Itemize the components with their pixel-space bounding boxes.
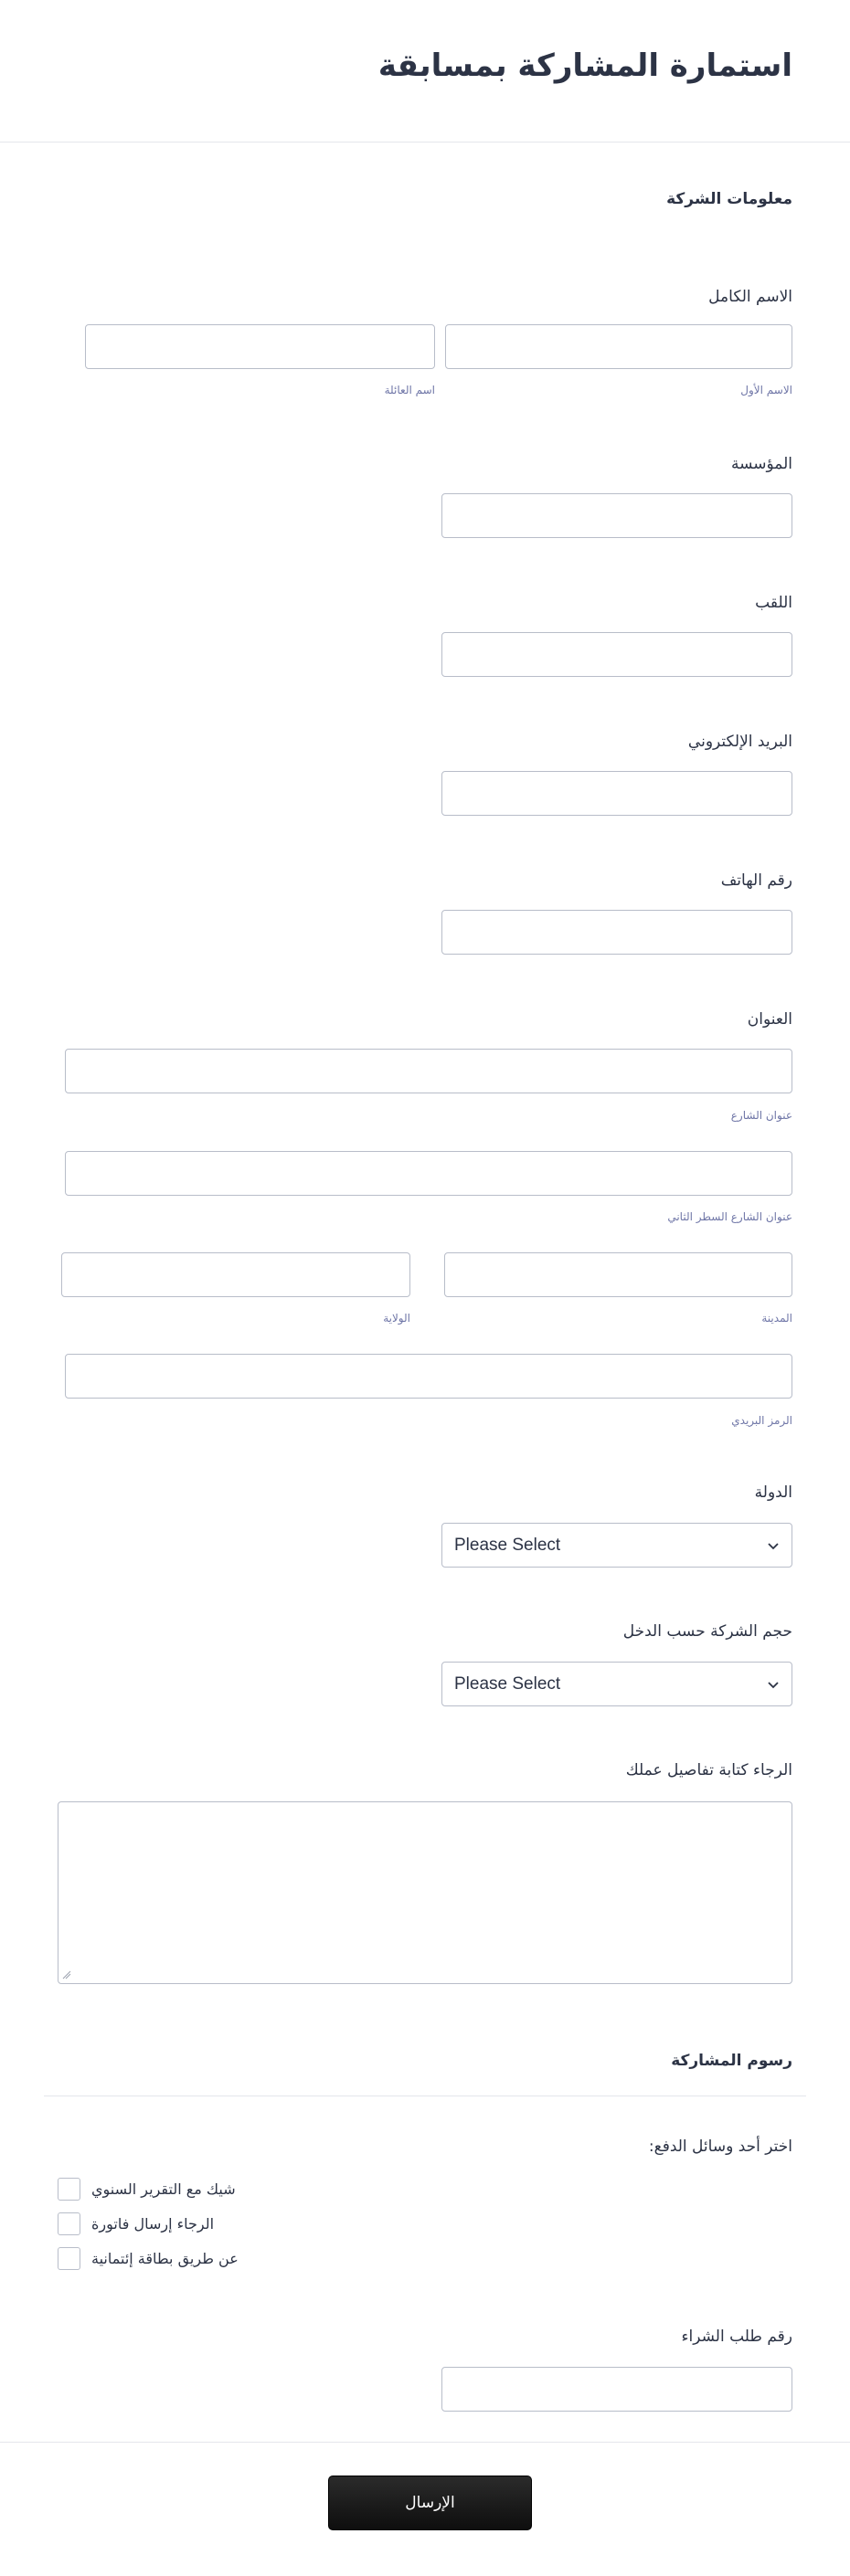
full-name-label: الاسم الكامل	[708, 288, 792, 306]
checkbox[interactable]	[58, 2178, 80, 2201]
city-input[interactable]	[444, 1252, 792, 1297]
payment-method-label: اختر أحد وسائل الدفع:	[648, 2138, 792, 2156]
city-sublabel: المدينة	[761, 1312, 792, 1325]
email-input[interactable]	[441, 771, 792, 816]
payment-option-check[interactable]	[58, 2176, 236, 2201]
zip-code-input[interactable]	[65, 1354, 792, 1399]
payment-option-credit-card[interactable]	[58, 2245, 239, 2271]
chevron-down-icon	[768, 1540, 779, 1551]
phone-input[interactable]	[441, 910, 792, 955]
resize-handle-icon[interactable]	[62, 1970, 71, 1980]
address-label: العنوان	[747, 1010, 792, 1029]
organization-label: المؤسسة	[730, 455, 792, 473]
country-label: الدولة	[754, 1483, 792, 1502]
section-title-fees: رسوم المشاركة	[671, 2052, 792, 2070]
checkbox-label: الرجاء إرسال فاتورة	[91, 2214, 215, 2233]
po-number-input[interactable]	[441, 2367, 792, 2412]
job-title-label: اللقب	[755, 594, 792, 612]
company-size-select-value: Please Select	[454, 1674, 561, 1694]
form-header	[0, 0, 850, 143]
state-sublabel: الولاية	[383, 1312, 410, 1325]
street-address-sublabel: عنوان الشارع	[730, 1109, 792, 1122]
street-address-line2-sublabel: عنوان الشارع السطر الثاني	[667, 1210, 792, 1223]
zip-code-sublabel: الرمز البريدي	[731, 1414, 792, 1427]
first-name-input[interactable]	[445, 324, 792, 369]
chevron-down-icon	[768, 1679, 779, 1690]
company-size-select[interactable]	[441, 1662, 792, 1706]
checkbox-label: شيك مع التقرير السنوي	[91, 2180, 236, 2198]
state-input[interactable]	[61, 1252, 410, 1297]
po-number-label: رقم طلب الشراء	[681, 2328, 792, 2346]
submit-button[interactable]: الإرسال	[328, 2476, 532, 2530]
form-title: استمارة المشاركة بمسابقة	[377, 48, 792, 84]
email-label: البريد الإلكتروني	[687, 733, 792, 751]
checkbox[interactable]	[58, 2212, 80, 2235]
last-name-input[interactable]	[85, 324, 435, 369]
checkbox[interactable]	[58, 2247, 80, 2270]
last-name-sublabel: اسم العائلة	[384, 384, 435, 396]
checkbox-label: عن طريق بطاقة إئتمانية	[91, 2249, 239, 2267]
street-address-line2-input[interactable]	[65, 1151, 792, 1196]
street-address-input[interactable]	[65, 1049, 792, 1093]
phone-label: رقم الهاتف	[720, 871, 792, 890]
organization-input[interactable]	[441, 493, 792, 538]
job-title-input[interactable]	[441, 632, 792, 677]
work-details-label: الرجاء كتابة تفاصيل عملك	[625, 1761, 792, 1779]
country-select[interactable]	[441, 1523, 792, 1568]
company-size-label: حجم الشركة حسب الدخل	[622, 1622, 792, 1641]
country-select-value: Please Select	[454, 1536, 561, 1555]
section-title-company-info: معلومات الشركة	[666, 190, 792, 208]
payment-option-invoice[interactable]	[58, 2211, 214, 2236]
work-details-textarea[interactable]	[58, 1801, 792, 1984]
first-name-sublabel: الاسم الأول	[740, 384, 792, 396]
